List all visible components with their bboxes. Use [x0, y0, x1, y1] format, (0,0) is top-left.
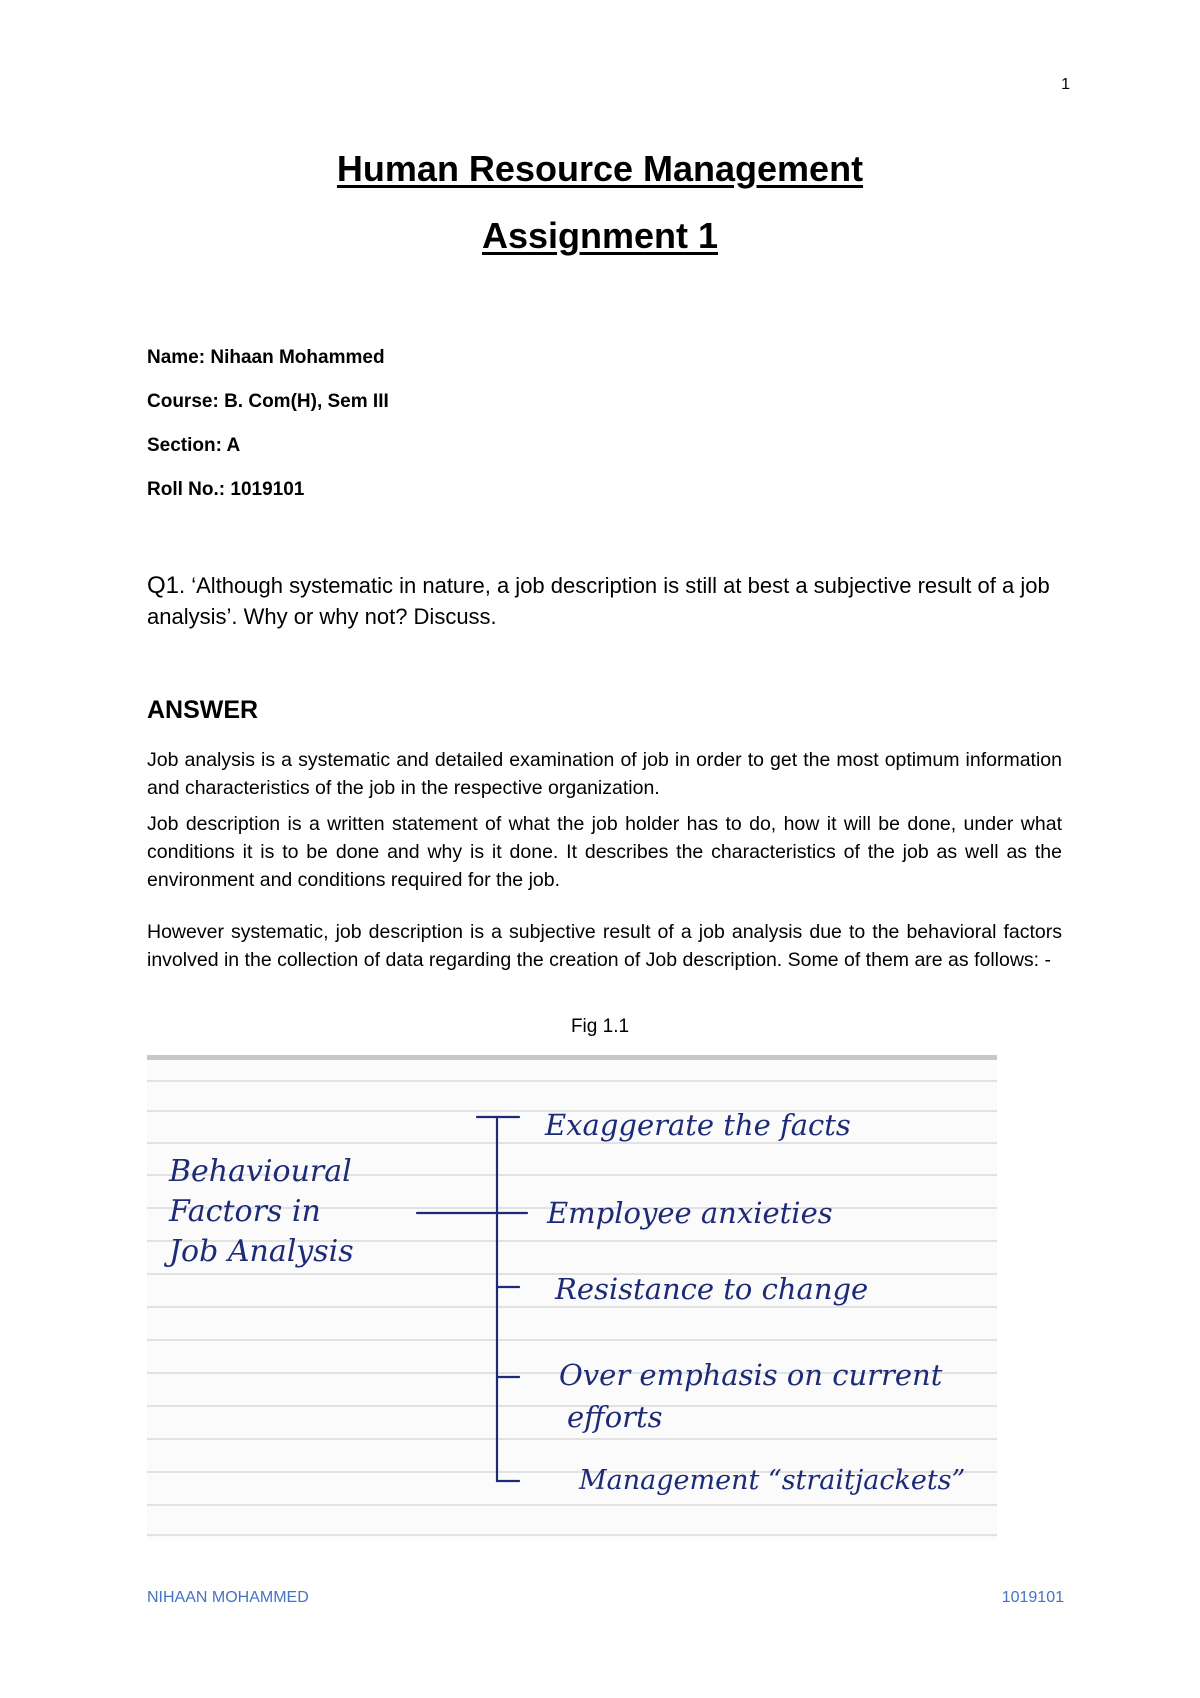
- question-label: Q1: [147, 572, 180, 599]
- document-title: Human Resource Management: [336, 148, 864, 189]
- paper-top-edge: [147, 1055, 997, 1060]
- assignment-title: Assignment 1: [481, 215, 719, 256]
- branch-label: Exaggerate the facts: [545, 1108, 851, 1142]
- student-roll: Roll No.: 1019101: [147, 479, 305, 500]
- answer-heading: ANSWER: [147, 696, 259, 724]
- student-section: Section: A: [147, 435, 241, 456]
- footer-author: NIHAAN MOHAMMED: [147, 1589, 309, 1606]
- branch-label: efforts: [567, 1400, 663, 1434]
- answer-paragraph: Job analysis is a systematic and detailed examination of job in order to get the most optimum information and characteristics of the job in the respective organization.: [147, 749, 1062, 799]
- answer-paragraph: However systematic, job description is a subjective result of a job analysis due to the behavioral factors involved in the collection of data regarding the creation of Job description. Some of them are as follows: -: [147, 921, 1062, 971]
- answer-paragraph: Job description is a written statement of what the job holder has to do, how it will be done, under what conditions it is to be done and why is it done. It describes the characteristics of the job as well as the environment and conditions required for the job.: [147, 813, 1062, 891]
- branch-label: Employee anxieties: [547, 1196, 833, 1230]
- page-number: 1: [1061, 76, 1070, 93]
- handwritten-figure: [147, 1055, 997, 1540]
- root-label-line: Behavioural: [169, 1154, 352, 1189]
- branch-label: Management “straitjackets”: [579, 1465, 966, 1496]
- branch-label: Resistance to change: [555, 1272, 869, 1306]
- branch-label: Over emphasis on current: [559, 1358, 943, 1392]
- question-text: . ‘Although systematic in nature, a job description is still at best a subjective result of a job analysis’. Why or why not? Discuss.: [147, 573, 1050, 629]
- student-name: Name: Nihaan Mohammed: [147, 347, 385, 368]
- student-course: Course: B. Com(H), Sem III: [147, 391, 389, 412]
- footer-roll-number: 1019101: [1001, 1589, 1064, 1606]
- question-1: [147, 570, 1062, 632]
- root-label-line: Factors in: [169, 1194, 321, 1229]
- root-label-line: Job Analysis: [169, 1234, 354, 1269]
- figure-caption: Fig 1.1: [570, 1016, 630, 1037]
